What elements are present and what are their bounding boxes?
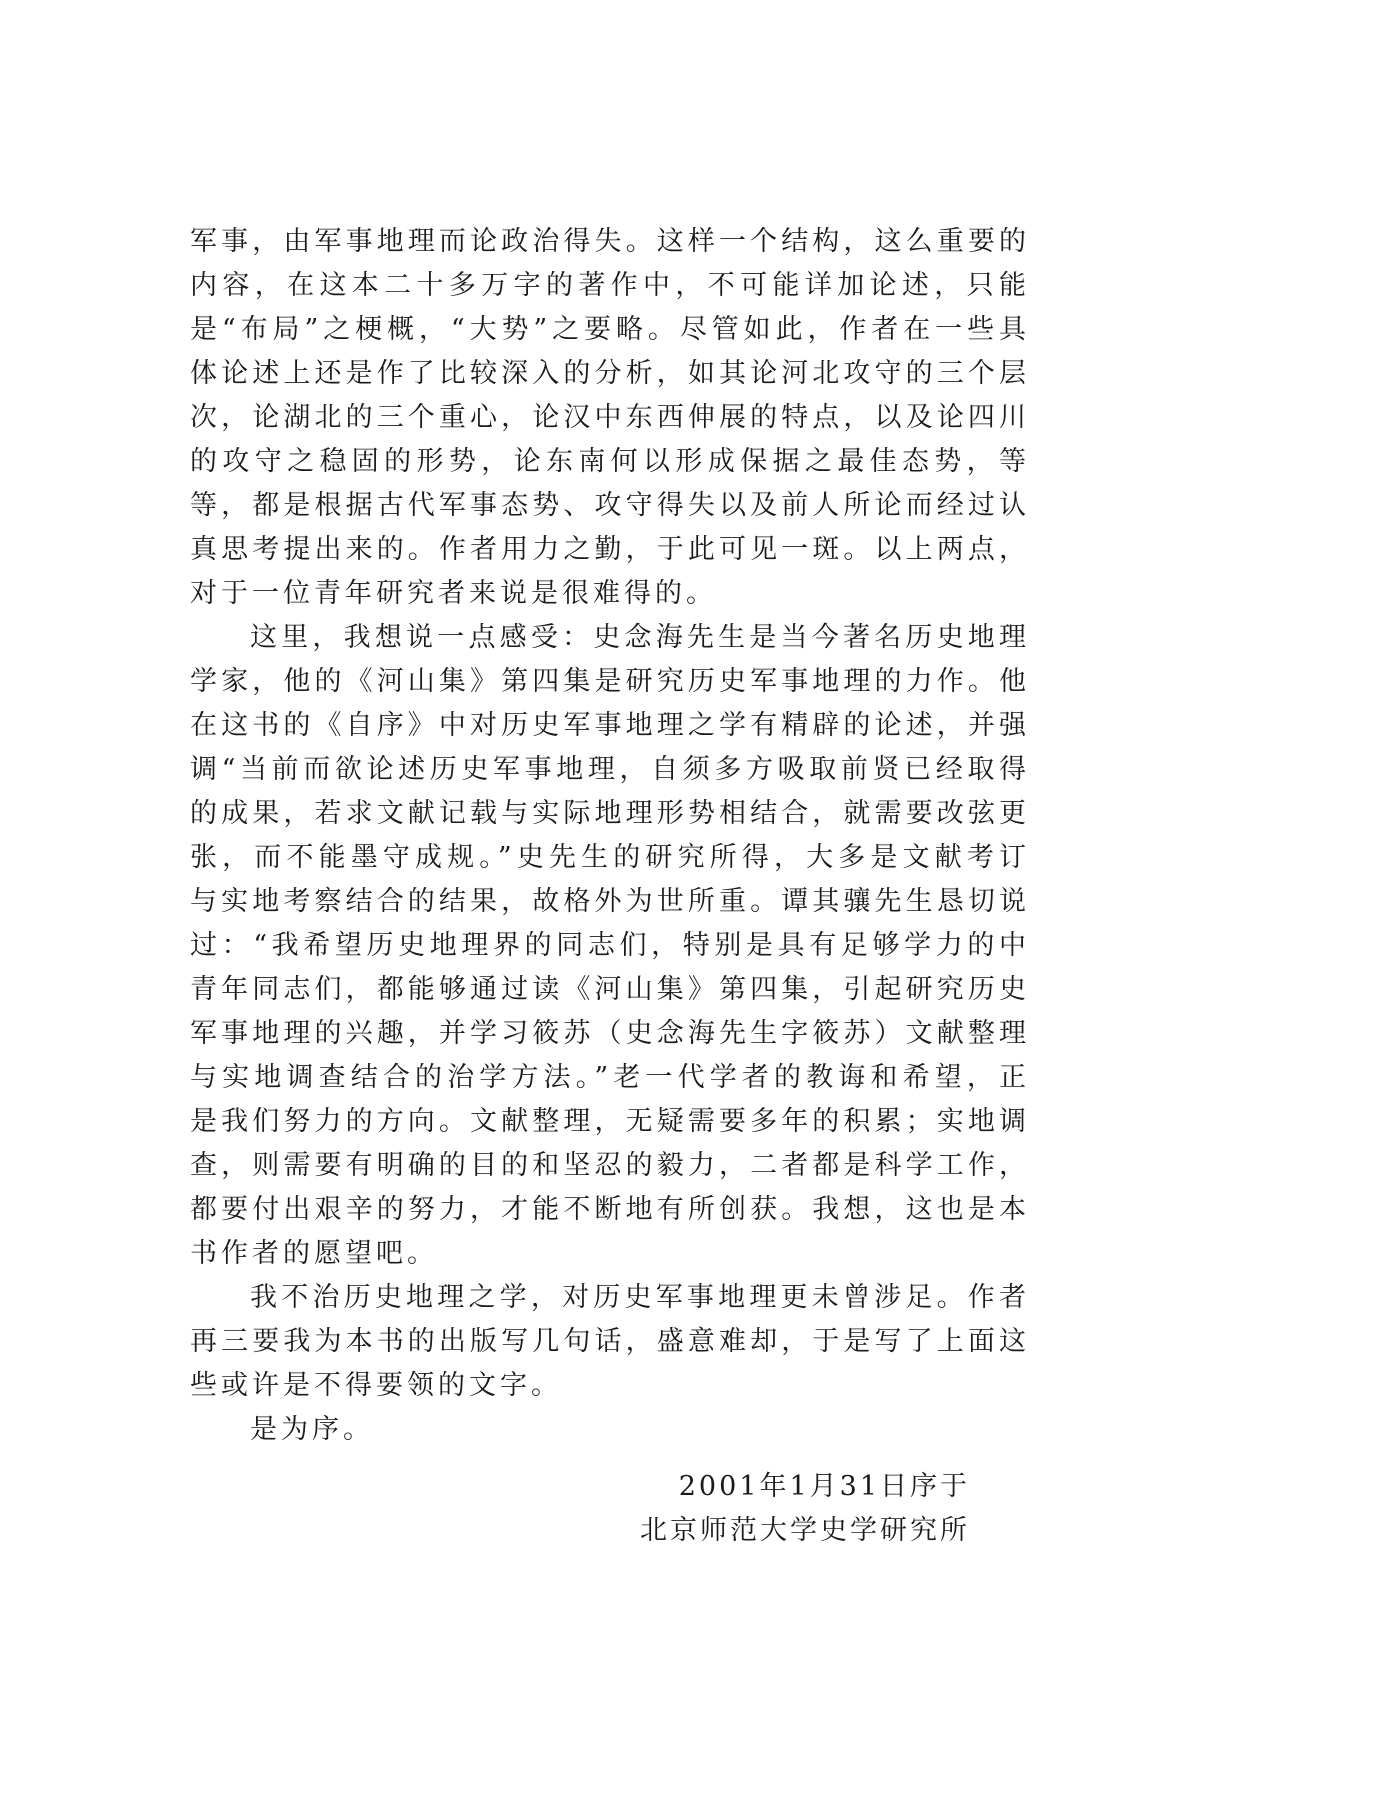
paragraph-1: 军事，由军事地理而论政治得失。这样一个结构，这么重要的内容，在这本二十多万字的著作中，不可能详加论述，只能是“布局”之梗概，“大势”之要略。尽管如此，作者在一些具体论述上还是作了比较深入的分析，如其论河北攻守的三个层次，论湖北的三个重心，论汉中东西伸展的特点，以及论四川的攻守之稳固的形势，论东南何以形成保据之最佳态势，等等，都是根据古代军事态势、攻守得失以及前人所论而经过认真思考提出来的。作者用力之勤，于此可见一斑。以上两点，对于一位青年研究者来说是很难得的。	[190, 226, 1030, 609]
paragraph-2: 这里，我想说一点感受：史念海先生是当今著名历史地理学家，他的《河山集》第四集是研究历史军事地理的力作。他在这书的《自序》中对历史军事地理之学有精辟的论述，并强调“当前而欲论述历史军事地理，自须多方吸取前贤已经取得的成果，若求文献记载与实际地理形势相结合，就需要改弦更张，而不能墨守成规。”史先生的研究所得，大多是文献考订与实地考察结合的结果，故格外为世所重。谭其骧先生恳切说过：“我希望历史地理界的同志们，特别是具有足够学力的中青年同志们，都能够通过读《河山集》第四集，引起研究历史军事地理的兴趣，并学习筱苏（史念海先生字筱苏）文献整理与实地调查结合的治学方法。”老一代学者的教诲和希望，正是我们努力的方向。文献整理，无疑需要多年的积累；实地调查，则需要有明确的目的和坚忍的毅力，二者都是科学工作，都要付出艰辛的努力，才能不断地有所创获。我想，这也是本书作者的愿望吧。	[190, 622, 1030, 1269]
signature-block	[640, 1465, 970, 1553]
signature-date: 2001年1月31日序于	[678, 1471, 970, 1502]
paragraph-3: 我不治历史地理之学，对历史军事地理更未曾涉足。作者再三要我为本书的出版写几句话，盛意难却，于是写了上面这些或许是不得要领的文字。	[190, 1282, 1030, 1401]
signature-place: 北京师范大学史学研究所	[640, 1515, 970, 1546]
paragraph-4: 是为序。	[250, 1414, 374, 1445]
body-text	[190, 220, 1030, 1452]
